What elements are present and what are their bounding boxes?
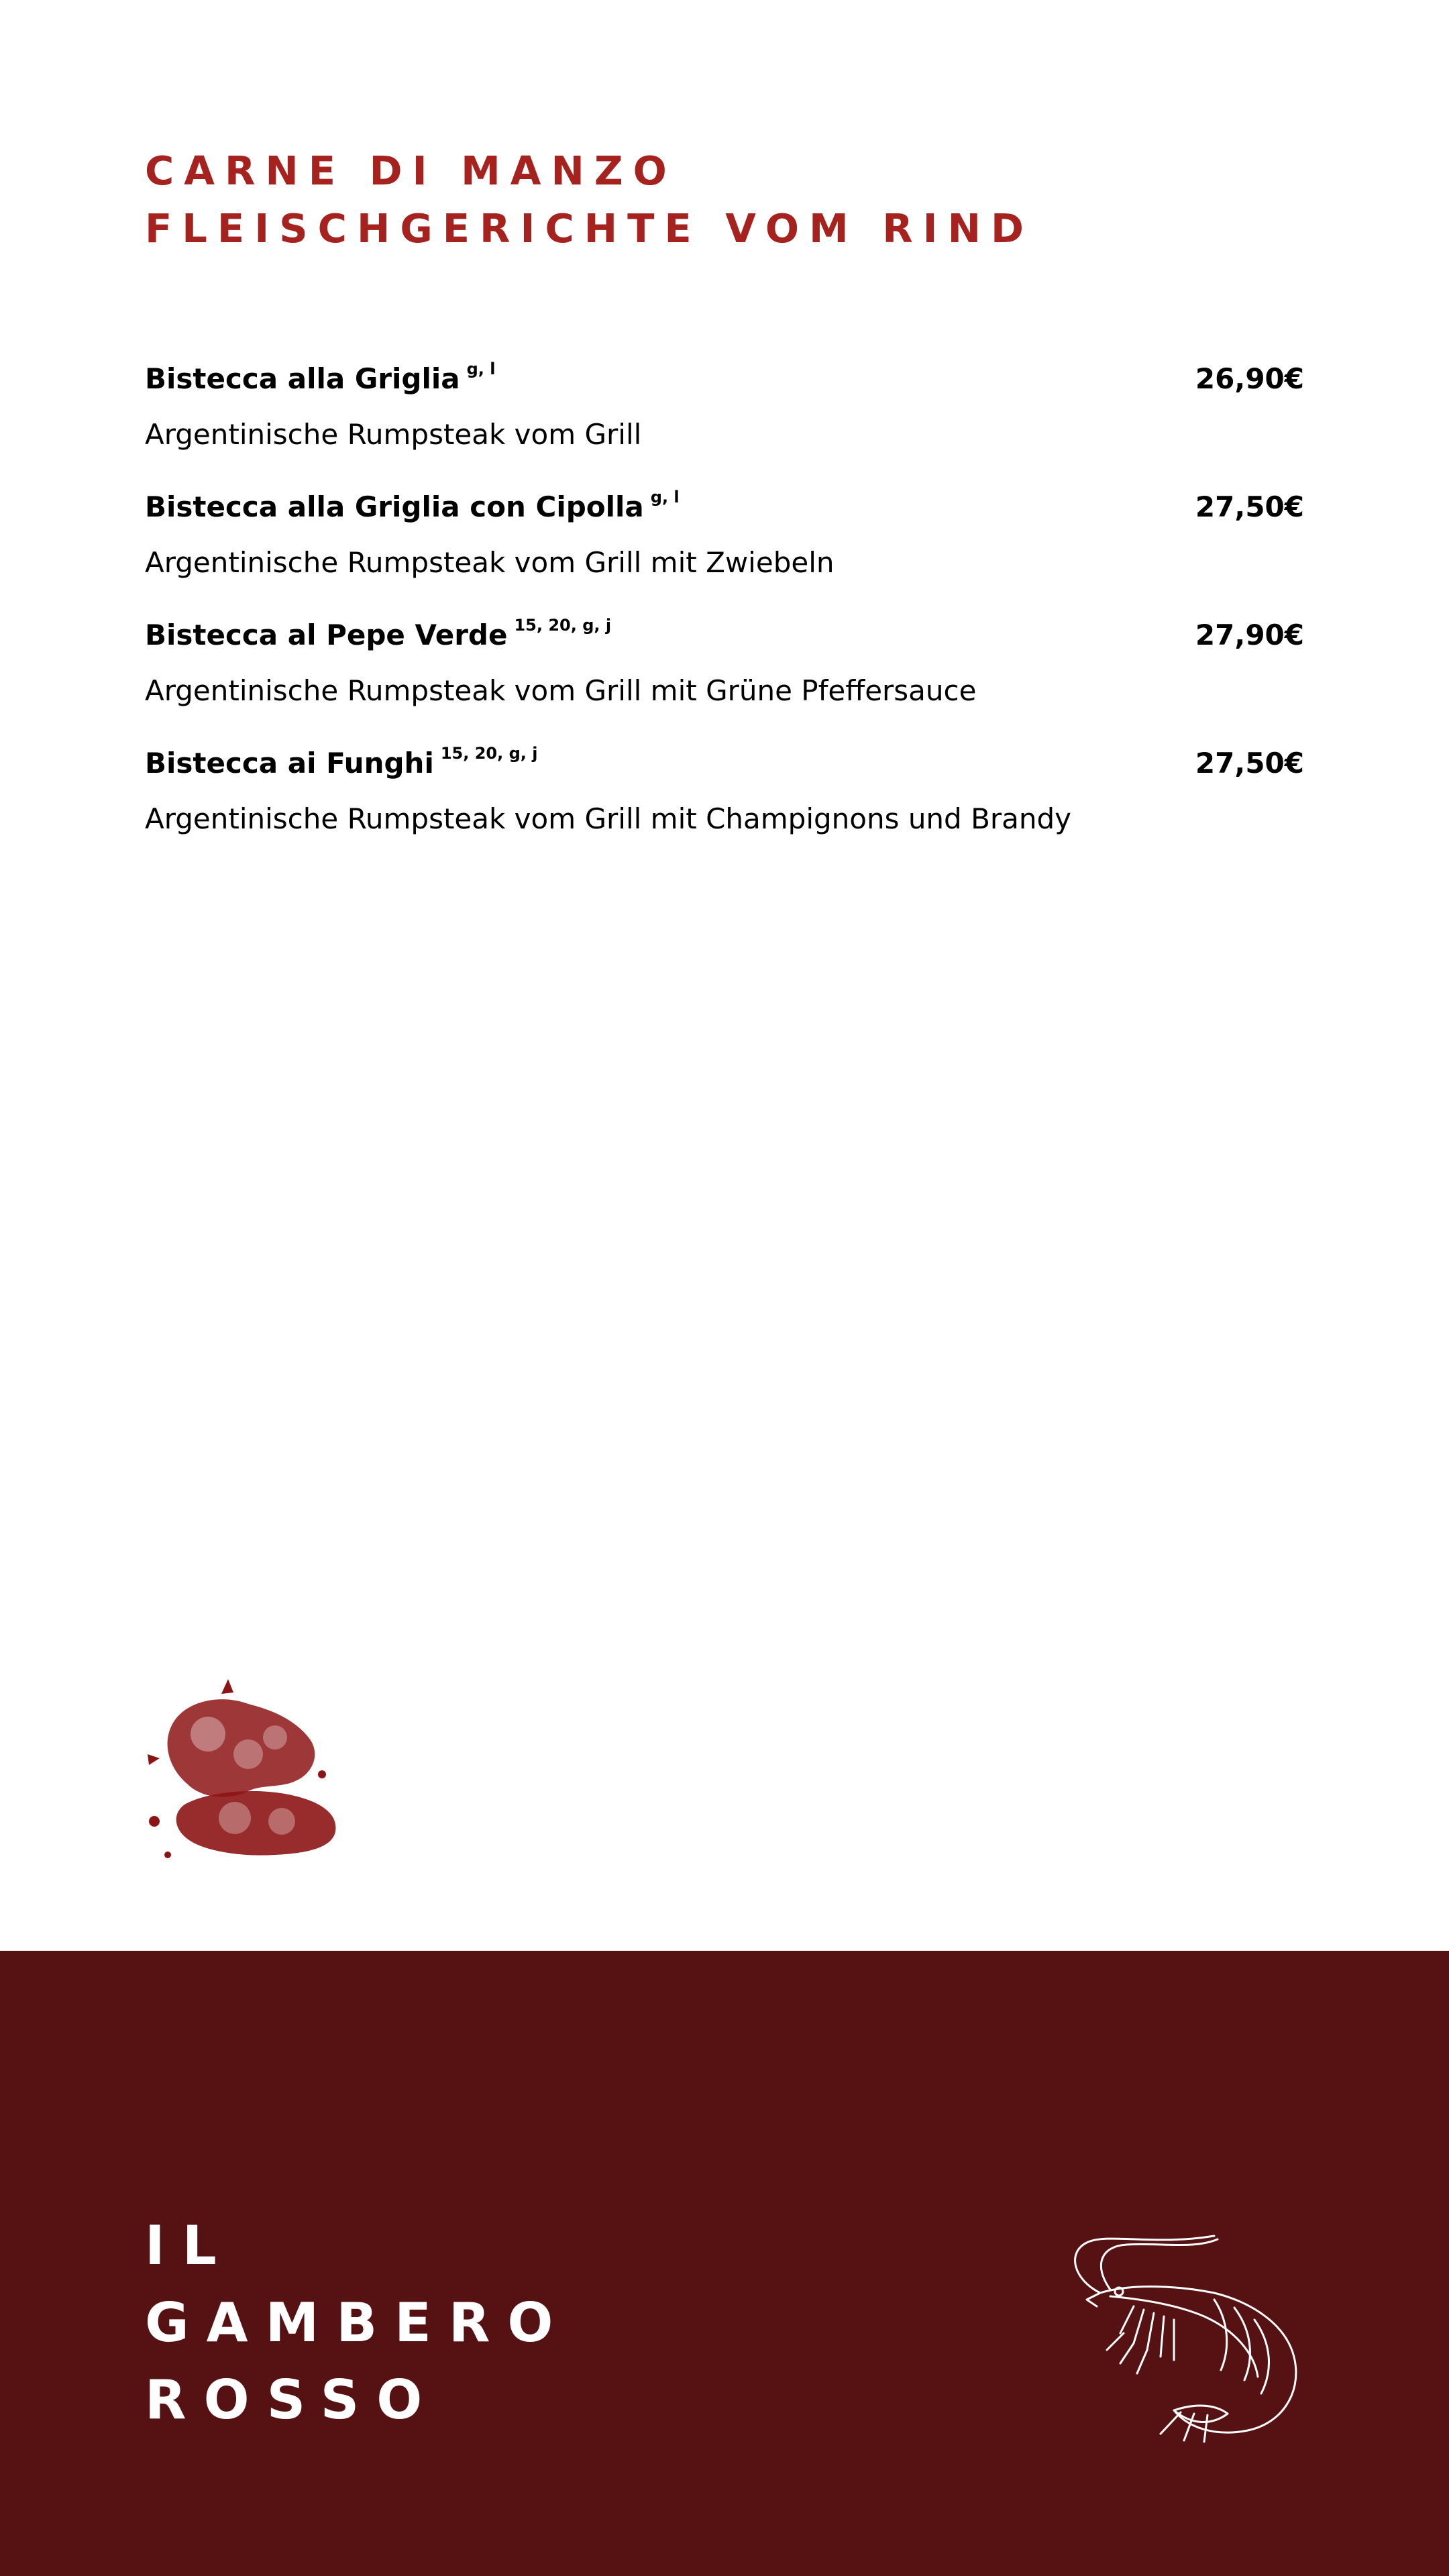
allergen-codes: g, l: [650, 488, 680, 506]
brand-line-2: GAMBERO: [145, 2292, 571, 2354]
menu-item: [145, 612, 1304, 740]
bruschetta-illustration-icon: [127, 1674, 349, 1875]
menu-item-price: 26,90€: [1195, 362, 1304, 395]
menu-item-description: Argentinische Rumpsteak vom Grill: [145, 418, 642, 451]
section-heading: [145, 142, 1034, 258]
restaurant-name: [145, 2207, 570, 2438]
footer-band: [0, 1951, 1449, 2576]
menu-item-description: Argentinische Rumpsteak vom Grill mit Grüne Pfeffersauce: [145, 674, 977, 707]
menu-item-price: 27,50€: [1195, 490, 1304, 523]
menu-item-name: Bistecca al Pepe Verde $^{15, 20, g, j}$: [145, 616, 612, 651]
allergen-codes: g, l: [466, 360, 496, 378]
menu-item-name: Bistecca alla Griglia con Cipolla $^{g, l}$: [145, 488, 680, 523]
menu-item-header: [145, 740, 1304, 794]
menu-item-name: Bistecca ai Funghi $^{15, 20, g, j}$: [145, 744, 538, 780]
menu-item: [145, 484, 1304, 612]
menu-item-name: Bistecca alla Griglia $^{g, l}$: [145, 360, 496, 395]
allergen-codes: 15, 20, g, j: [514, 616, 612, 635]
menu-item-description: Argentinische Rumpsteak vom Grill mit Champignons und Brandy: [145, 802, 1072, 835]
menu-item-header: [145, 484, 1304, 537]
menu-item-price: 27,50€: [1195, 747, 1304, 780]
menu-item-header: [145, 612, 1304, 665]
menu-item: [145, 740, 1304, 868]
shrimp-icon: [1060, 2233, 1315, 2447]
allergen-codes: 15, 20, g, j: [440, 744, 538, 763]
menu-item-header: [145, 356, 1304, 409]
menu-item: [145, 356, 1304, 484]
menu-item-price: 27,90€: [1195, 619, 1304, 651]
menu-list: [145, 356, 1304, 868]
section-title-german: FLEISCHGERICHTE VOM RIND: [145, 205, 1034, 252]
section-title-italian: CARNE DI MANZO: [145, 148, 677, 194]
menu-item-description: Argentinische Rumpsteak vom Grill mit Zwiebeln: [145, 546, 835, 579]
brand-line-3: ROSSO: [145, 2369, 440, 2431]
brand-line-1: IL: [145, 2214, 234, 2277]
